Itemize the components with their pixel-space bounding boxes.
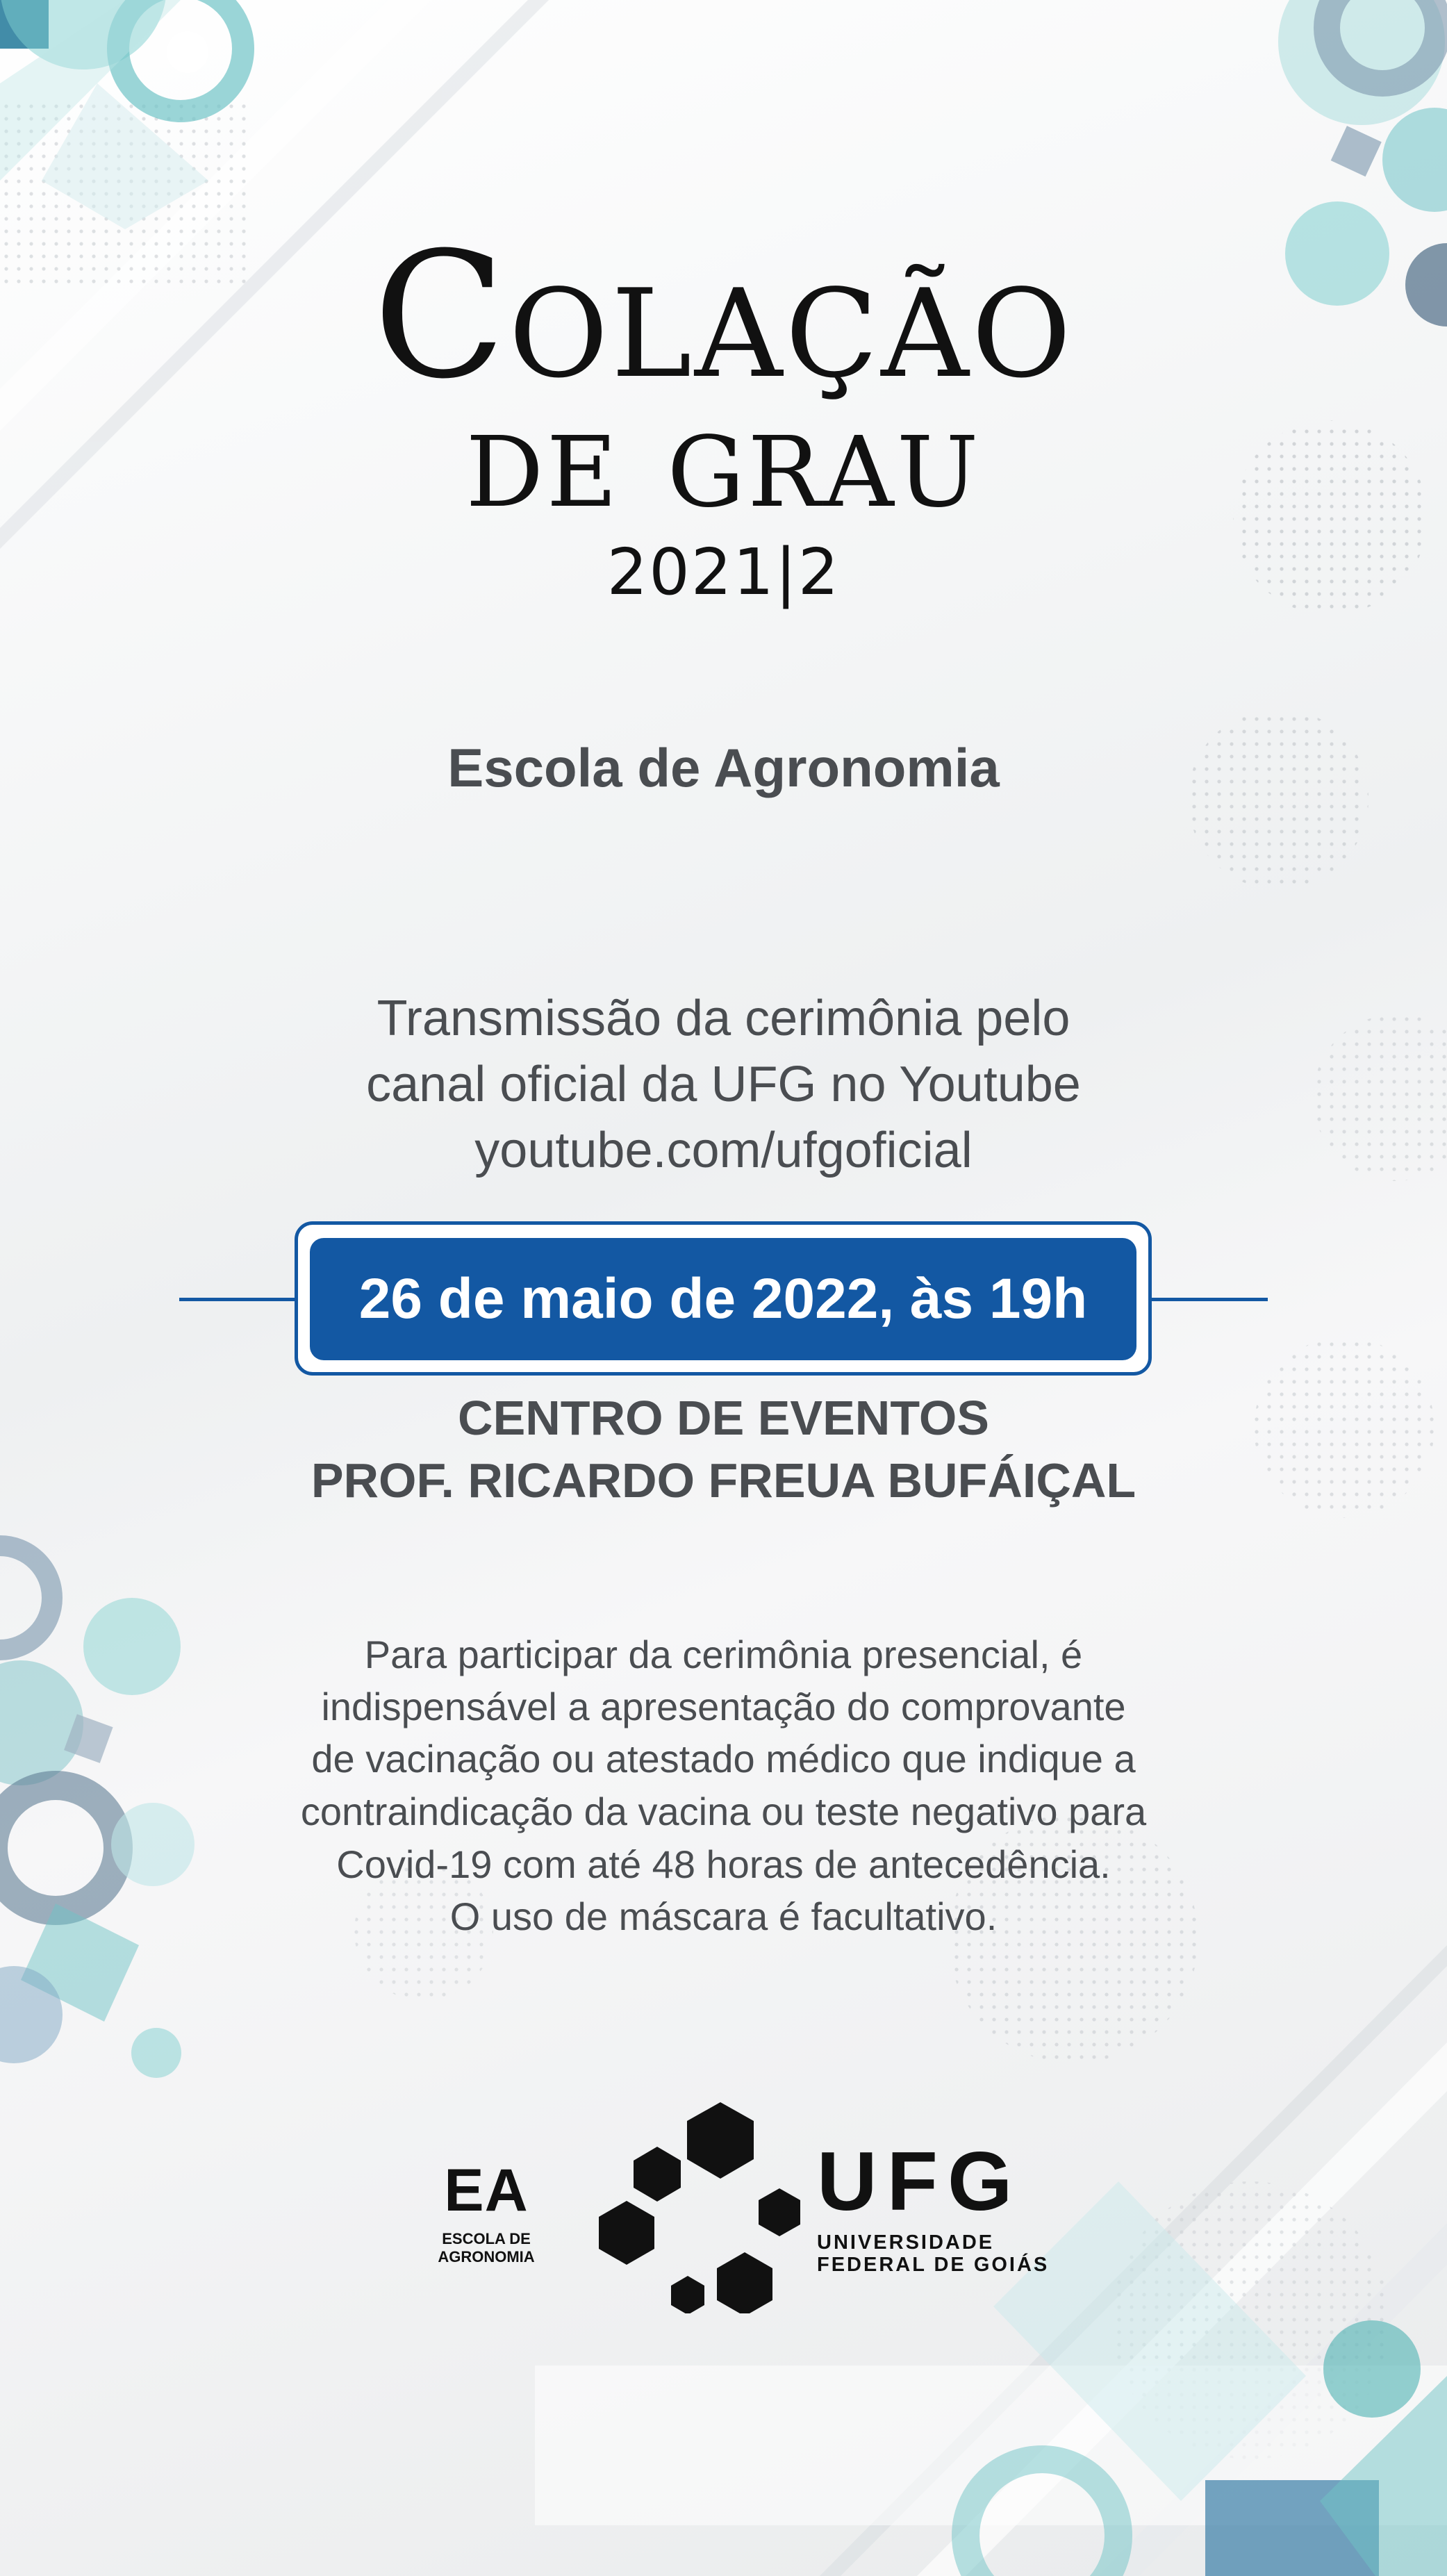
broadcast-line2: canal oficial da UFG no Youtube [366,1057,1081,1112]
ea-logo-mark: EA [444,2157,529,2224]
broadcast-url: youtube.com/ufgoficial [474,1123,973,1178]
ufg-logo-mark: UFG [817,2135,1023,2228]
school-name: Escola de Agronomia [447,737,1000,798]
event-date: 26 de maio de 2022, às 19h [310,1238,1136,1360]
ufg-logo [817,2135,1050,2277]
ea-logo [424,2157,549,2267]
date-rule-right [1151,1298,1268,1301]
date-rule-left [179,1298,296,1301]
notice-line4: contraindicação da vacina ou teste negativo para [300,1790,1147,1833]
notice-line3: de vacinação ou atestado médico que indique a [311,1737,1136,1781]
notice-line2: indispensável a apresentação do comprovante [321,1685,1126,1728]
broadcast-line1: Transmissão da cerimônia pelo [377,991,1070,1046]
ufg-logo-subtitle-2: FEDERAL DE GOIÁS [817,2254,1050,2277]
ea-logo-subtitle-2: AGRONOMIA [438,2248,535,2266]
venue-line1: CENTRO DE EVENTOS [458,1391,989,1445]
notice-line5: Covid-19 com até 48 horas de antecedência. [336,1842,1111,1886]
notice-line1: Para participar da cerimônia presencial, é [364,1633,1083,1676]
ea-logo-subtitle-1: ESCOLA DE [442,2230,531,2247]
title-line2: de grau [465,377,982,539]
venue-line2: PROF. RICARDO FREUA BUFÁIÇAL [311,1453,1136,1508]
hexagon-cluster-icon [599,2098,807,2313]
title-line1: Colação [372,215,1075,417]
notice-line6: O uso de máscara é facultativo. [449,1894,998,1938]
ufg-logo-subtitle-1: UNIVERSIDADE [817,2231,995,2254]
title-year: 2021|2 [606,535,841,609]
